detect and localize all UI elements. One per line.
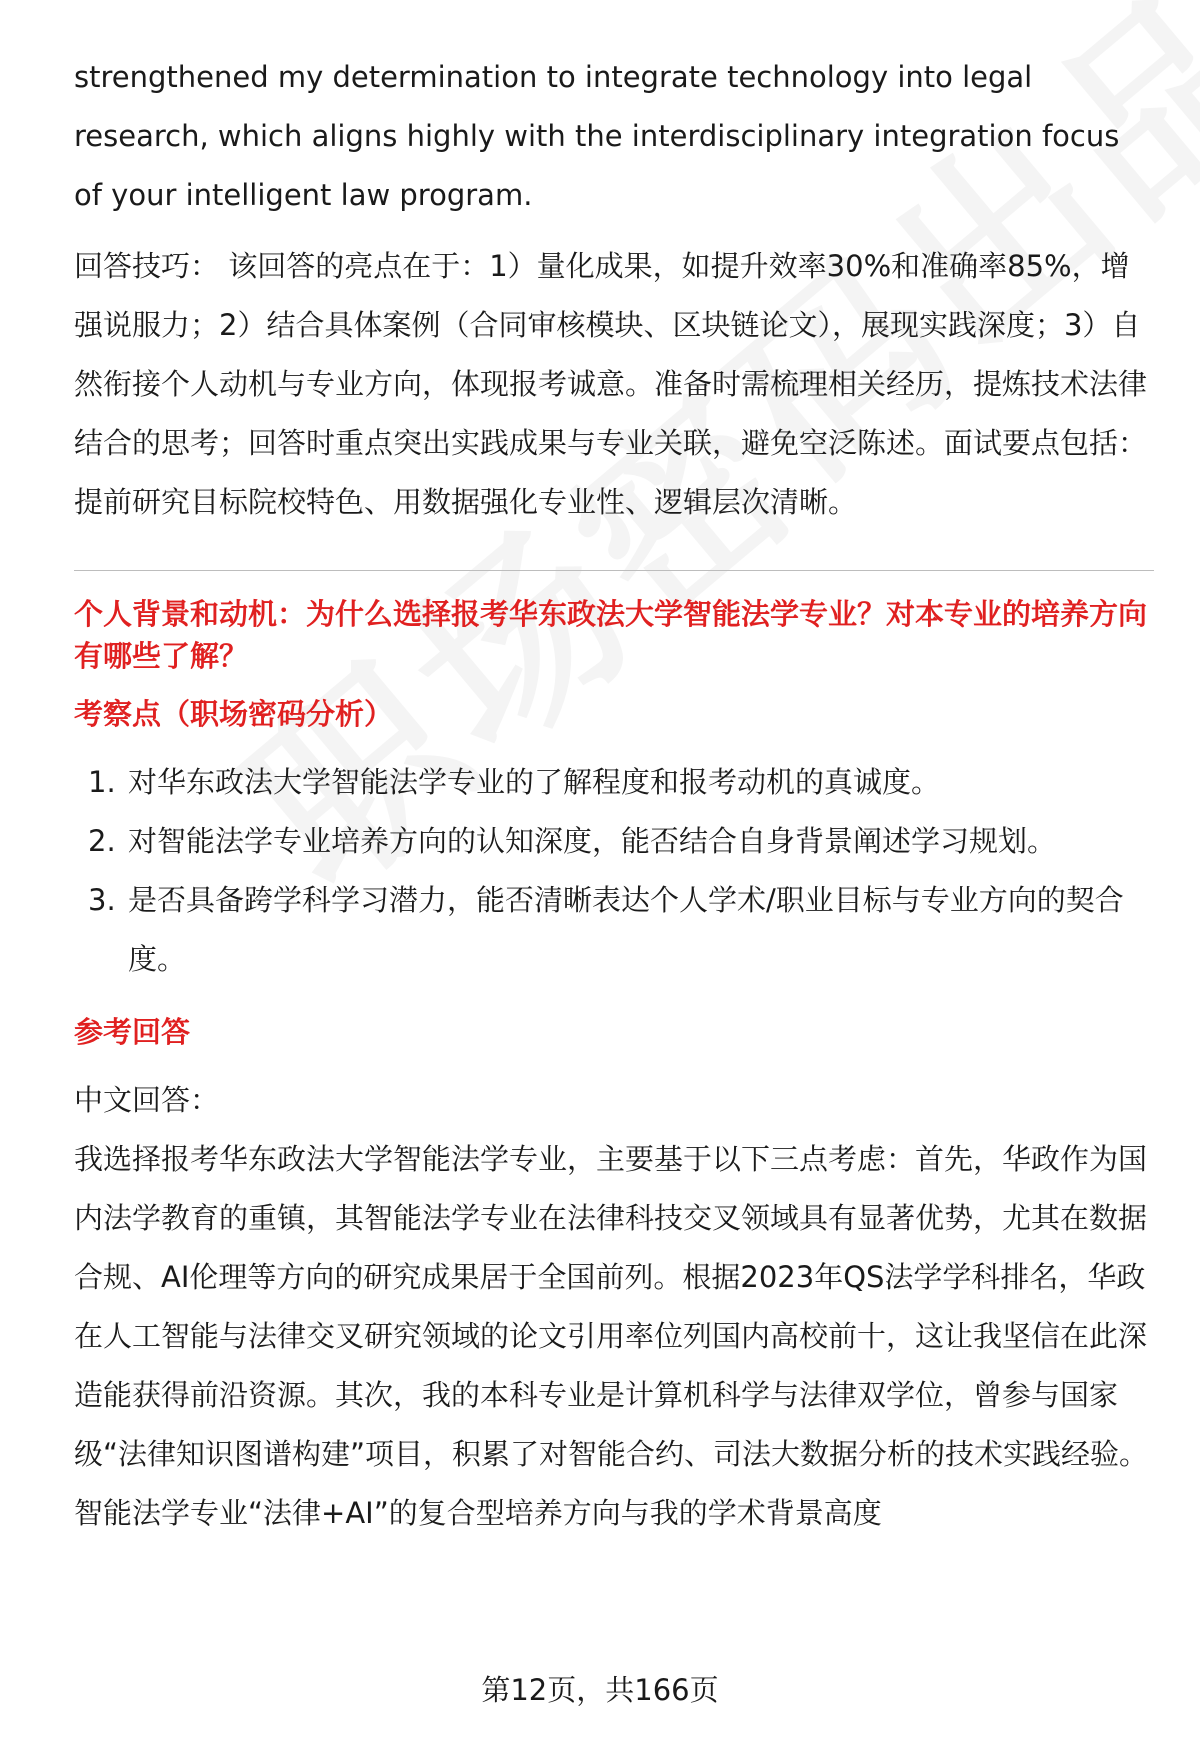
question-heading: 个人背景和动机：为什么选择报考华东政法大学智能法学专业？对本专业的培养方向有哪些了解？ xyxy=(74,597,1148,673)
answer-paragraph: 我选择报考华东政法大学智能法学专业，主要基于以下三点考虑：首先，华政作为国内法学教育的重镇，其智能法学专业在法律科技交叉领域具有显著优势，尤其在数据合规、AI伦理等方向的研究成果居于全国前列。根据2023年QS法学学科排名，华政在人工智能与法律交叉研究领域的论文引用率位列国内高校前十，这让我坚信在此深造能获得前沿资源。其次，我的本科专业是计算机科学与法律双学位，曾参与国家级“法律知识图谱构建”项目，积累了对智能合约、司法大数据分析的技术实践经验。智能法学专业“法律+AI”的复合型培养方向与我的学术背景高度 xyxy=(74,1142,1149,1530)
answer-label: 中文回答： xyxy=(74,1083,220,1117)
document-body xyxy=(74,48,1154,1543)
list-item-text: 是否具备跨学科学习潜力，能否清晰表达个人学术/职业目标与专业方向的契合度。 xyxy=(128,883,1124,976)
section-divider xyxy=(74,570,1154,571)
exam-points-list xyxy=(74,753,1154,989)
exam-points-title: 考察点（职场密码分析） xyxy=(74,697,394,731)
page-number: 第12页，共166页 xyxy=(481,1673,719,1707)
list-item-text: 对华东政法大学智能法学专业的了解程度和报考动机的真诚度。 xyxy=(128,765,941,799)
answer-tips-paragraph: 回答技巧： 该回答的亮点在于：1）量化成果，如提升效率30%和准确率85%，增强说服力；2）结合具体案例（合同审核模块、区块链论文），展现实践深度；3）自然衔接个人动机与专业方向，体现报考诚意。准备时需梳理相关经历，提炼技术法律结合的思考；回答时重点突出实践成果与专业关联，避免空泛陈述。面试要点包括：提前研究目标院校特色、用数据强化专业性、逻辑层次清晰。 xyxy=(74,249,1148,519)
intro-paragraph: strengthened my determination to integrate technology into legal research, which aligns highly with the interdisciplinary integration focus of your intelligent law program. xyxy=(74,60,1120,212)
list-item-number: 1. xyxy=(88,765,116,799)
list-item xyxy=(74,753,1154,812)
answer-block xyxy=(74,1071,1154,1543)
list-item-number: 3. xyxy=(88,883,116,917)
list-item-number: 2. xyxy=(88,824,116,858)
reference-answer-title: 参考回答 xyxy=(74,1015,191,1049)
list-item-text: 对智能法学专业培养方向的认知深度，能否结合自身背景阐述学习规划。 xyxy=(128,824,1057,858)
list-item xyxy=(74,812,1154,871)
list-item xyxy=(74,871,1154,989)
